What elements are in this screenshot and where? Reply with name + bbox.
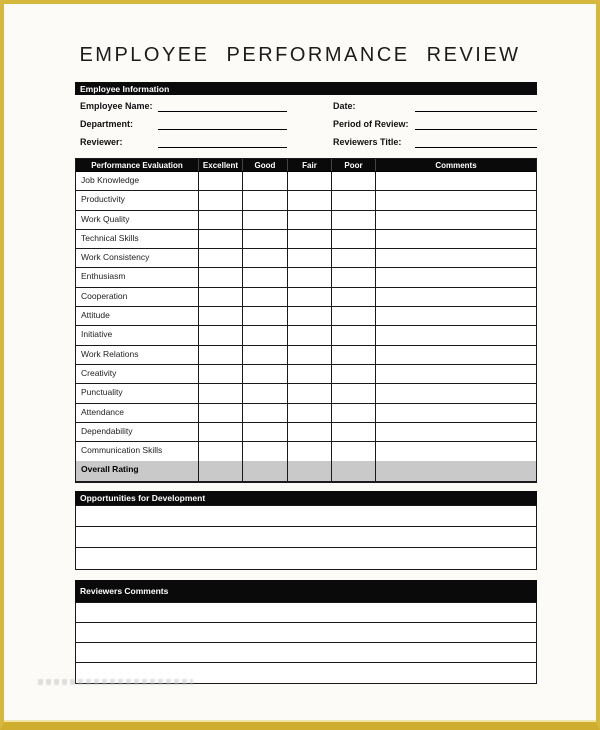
table-row <box>76 346 536 365</box>
good-cell[interactable] <box>243 249 288 267</box>
table-row <box>76 288 536 307</box>
header-good: Good <box>243 159 288 171</box>
fair-cell[interactable] <box>288 288 332 306</box>
poor-cell[interactable] <box>332 249 376 267</box>
comments-cell[interactable] <box>376 268 536 286</box>
comments-cell[interactable] <box>376 230 536 248</box>
good-cell[interactable] <box>243 442 288 461</box>
criterion-label: Initiative <box>76 326 199 344</box>
comments-cell[interactable] <box>376 172 536 190</box>
criterion-label: Punctuality <box>76 384 199 402</box>
criterion-label: Enthusiasm <box>76 268 199 286</box>
poor-cell[interactable] <box>332 288 376 306</box>
criterion-label: Job Knowledge <box>76 172 199 190</box>
table-row <box>76 307 536 326</box>
excellent-cell[interactable] <box>199 288 243 306</box>
fair-cell[interactable] <box>288 268 332 286</box>
fair-cell[interactable] <box>288 365 332 383</box>
criterion-label: Work Relations <box>76 346 199 364</box>
department-label: Department: <box>80 119 134 129</box>
development-writein-area <box>75 505 537 570</box>
table-row <box>76 404 536 423</box>
gold-frame-inner-line <box>4 720 596 722</box>
header-poor: Poor <box>332 159 376 171</box>
blank-write-line[interactable] <box>76 506 536 527</box>
poor-cell[interactable] <box>332 211 376 229</box>
good-cell[interactable] <box>243 346 288 364</box>
employee-name-field[interactable] <box>158 100 287 112</box>
poor-cell[interactable] <box>332 326 376 344</box>
watermark <box>38 679 193 685</box>
date-field[interactable] <box>415 100 537 112</box>
employee-info-heading: Employee Information <box>80 83 170 94</box>
criterion-label: Communication Skills <box>76 442 199 461</box>
table-row <box>76 268 536 287</box>
excellent-cell[interactable] <box>199 307 243 325</box>
criterion-label: Productivity <box>76 191 199 209</box>
comments-cell[interactable] <box>376 423 536 441</box>
criterion-label: Work Quality <box>76 211 199 229</box>
excellent-cell[interactable] <box>199 230 243 248</box>
good-cell[interactable] <box>243 230 288 248</box>
good-cell[interactable] <box>243 268 288 286</box>
poor-cell[interactable] <box>332 230 376 248</box>
table-row <box>76 442 536 461</box>
poor-cell[interactable] <box>332 365 376 383</box>
poor-cell[interactable] <box>332 404 376 422</box>
table-row <box>76 365 536 384</box>
comments-cell[interactable] <box>376 307 536 325</box>
fair-cell[interactable] <box>288 326 332 344</box>
comments-cell[interactable] <box>376 249 536 267</box>
blank-write-line[interactable] <box>76 527 536 548</box>
comments-cell[interactable] <box>376 442 536 461</box>
criterion-label: Dependability <box>76 423 199 441</box>
overall-excellent-cell[interactable] <box>199 461 243 481</box>
comments-cell[interactable] <box>376 384 536 402</box>
employee-info-section-bar <box>75 82 537 95</box>
header-performance-evaluation: Performance Evaluation <box>76 159 199 171</box>
overall-poor-cell[interactable] <box>332 461 376 481</box>
ratings-table <box>75 158 537 483</box>
poor-cell[interactable] <box>332 384 376 402</box>
fair-cell[interactable] <box>288 211 332 229</box>
ratings-table-body <box>76 172 536 461</box>
period-of-review-field[interactable] <box>415 118 537 130</box>
period-of-review-label: Period of Review: <box>333 119 409 129</box>
good-cell[interactable] <box>243 423 288 441</box>
poor-cell[interactable] <box>332 172 376 190</box>
excellent-cell[interactable] <box>199 191 243 209</box>
criterion-label: Attitude <box>76 307 199 325</box>
excellent-cell[interactable] <box>199 384 243 402</box>
date-label: Date: <box>333 101 356 111</box>
table-row <box>76 230 536 249</box>
table-row <box>76 384 536 403</box>
fair-cell[interactable] <box>288 423 332 441</box>
comments-cell[interactable] <box>376 346 536 364</box>
overall-rating-label: Overall Rating <box>76 461 199 481</box>
poor-cell[interactable] <box>332 442 376 461</box>
criterion-label: Technical Skills <box>76 230 199 248</box>
blank-write-line[interactable] <box>76 623 536 643</box>
poor-cell[interactable] <box>332 191 376 209</box>
reviewers-comments-heading: Reviewers Comments <box>80 586 169 596</box>
header-fair: Fair <box>288 159 332 171</box>
fair-cell[interactable] <box>288 384 332 402</box>
fair-cell[interactable] <box>288 307 332 325</box>
table-row <box>76 211 536 230</box>
fair-cell[interactable] <box>288 346 332 364</box>
blank-write-line[interactable] <box>76 643 536 663</box>
reviewers-comments-writein-area <box>75 602 537 684</box>
good-cell[interactable] <box>243 211 288 229</box>
fair-cell[interactable] <box>288 191 332 209</box>
comments-cell[interactable] <box>376 191 536 209</box>
excellent-cell[interactable] <box>199 365 243 383</box>
header-comments: Comments <box>435 160 477 170</box>
good-cell[interactable] <box>243 326 288 344</box>
good-cell[interactable] <box>243 172 288 190</box>
good-cell[interactable] <box>243 384 288 402</box>
reviewers-comments-section-bar <box>75 580 537 602</box>
good-cell[interactable] <box>243 191 288 209</box>
comments-cell[interactable] <box>376 365 536 383</box>
poor-cell[interactable] <box>332 346 376 364</box>
excellent-cell[interactable] <box>199 249 243 267</box>
development-heading: Opportunities for Development <box>80 493 206 503</box>
development-section-bar <box>75 491 537 505</box>
reviewer-field[interactable] <box>158 136 287 148</box>
comments-cell[interactable] <box>376 211 536 229</box>
table-row <box>76 326 536 345</box>
comments-cell[interactable] <box>376 326 536 344</box>
poor-cell[interactable] <box>332 307 376 325</box>
table-row <box>76 249 536 268</box>
overall-comments-cell[interactable] <box>376 461 536 481</box>
reviewers-title-field[interactable] <box>415 136 537 148</box>
employee-name-label: Employee Name: <box>80 101 153 111</box>
blank-write-line[interactable] <box>76 603 536 623</box>
excellent-cell[interactable] <box>199 268 243 286</box>
overall-fair-cell[interactable] <box>288 461 332 481</box>
page-title: EMPLOYEE PERFORMANCE REVIEW <box>79 44 521 66</box>
excellent-cell[interactable] <box>199 346 243 364</box>
overall-good-cell[interactable] <box>243 461 288 481</box>
fair-cell[interactable] <box>288 442 332 461</box>
ratings-table-header <box>76 159 536 172</box>
criterion-label: Attendance <box>76 404 199 422</box>
header-excellent: Excellent <box>199 159 243 171</box>
fair-cell[interactable] <box>288 404 332 422</box>
excellent-cell[interactable] <box>199 423 243 441</box>
fair-cell[interactable] <box>288 230 332 248</box>
comments-cell[interactable] <box>376 288 536 306</box>
overall-rating-row <box>76 461 536 481</box>
excellent-cell[interactable] <box>199 326 243 344</box>
good-cell[interactable] <box>243 365 288 383</box>
excellent-cell[interactable] <box>199 211 243 229</box>
department-field[interactable] <box>158 118 287 130</box>
criterion-label: Cooperation <box>76 288 199 306</box>
criterion-label: Work Consistency <box>76 249 199 267</box>
good-cell[interactable] <box>243 404 288 422</box>
reviewer-label: Reviewer: <box>80 137 123 147</box>
comments-cell[interactable] <box>376 404 536 422</box>
blank-write-line[interactable] <box>76 548 536 569</box>
table-row <box>76 423 536 442</box>
poor-cell[interactable] <box>332 423 376 441</box>
excellent-cell[interactable] <box>199 172 243 190</box>
criterion-label: Creativity <box>76 365 199 383</box>
fair-cell[interactable] <box>288 249 332 267</box>
table-row <box>76 191 536 210</box>
good-cell[interactable] <box>243 288 288 306</box>
reviewers-title-label: Reviewers Title: <box>333 137 402 147</box>
fair-cell[interactable] <box>288 172 332 190</box>
excellent-cell[interactable] <box>199 404 243 422</box>
table-row <box>76 172 536 191</box>
poor-cell[interactable] <box>332 268 376 286</box>
excellent-cell[interactable] <box>199 442 243 461</box>
good-cell[interactable] <box>243 307 288 325</box>
